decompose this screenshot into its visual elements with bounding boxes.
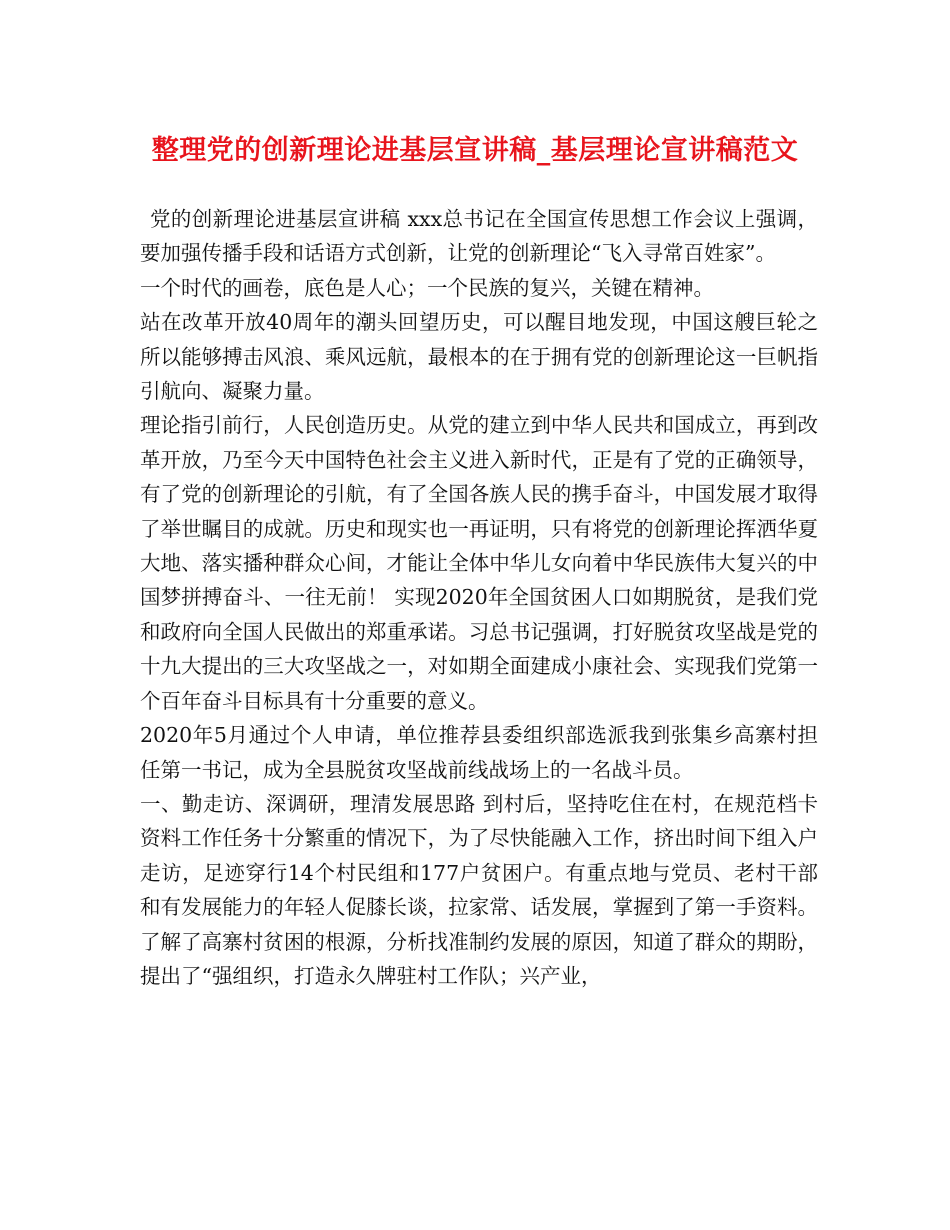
paragraph-3: 站在改革开放40周年的潮头回望历史，可以醒目地发现，中国这艘巨轮之所以能够搏击风浪、乘风远航，最根本的在于拥有党的创新理论这一巨帆指引航向、凝聚力量。: [140, 310, 818, 404]
paragraph-2: 一个时代的画卷，底色是人心；一个民族的复兴，关键在精神。: [140, 275, 714, 300]
paragraph-4: 理论指引前行，人民创造历史。从党的建立到中华人民共和国成立，再到改革开放，乃至今天中国特色社会主义进入新时代，正是有了党的正确领导，有了党的创新理论的引航，有了全国各族人民的携手奋斗，中国发展才取得了举世瞩目的成就。历史和现实也一再证明，只有将党的创新理论挥洒华夏大地、落实播种群众心间，才能让全体中华儿女向着中华民族伟大复兴的中国梦拼搏奋斗、一往无前！ 实现2020年全国贫困人口如期脱贫，是我们党和政府向全国人民做出的郑重承诺。习总书记强调，打好脱贫攻坚战是党的十九大提出的三大攻坚战之一，对如期全面建成小康社会、实现我们党第一个百年奋斗目标具有十分重要的意义。: [140, 413, 818, 713]
paragraph-1: 党的创新理论进基层宣讲稿 xxx总书记在全国宣传思想工作会议上强调，要加强传播手段和话语方式创新，让党的创新理论“飞入寻常百姓家”。: [140, 207, 818, 266]
document-title: 整理党的创新理论进基层宣讲稿_基层理论宣讲稿范文: [151, 135, 799, 166]
document-body: [140, 202, 818, 993]
paragraph-5: 2020年5月通过个人申请，单位推荐县委组织部选派我到张集乡高寨村担任第一书记，成为全县脱贫攻坚战前线战场上的一名战斗员。: [140, 723, 818, 782]
paragraph-6: 一、勤走访、深调研，理清发展思路 到村后，坚持吃住在村，在规范档卡资料工作任务十分繁重的情况下，为了尽快能融入工作，挤出时间下组入户走访，足迹穿行14个村民组和177户贫困户。有重点地与党员、老村干部和有发展能力的年轻人促膝长谈，拉家常、话发展，掌握到了第一手资料。了解了高寨村贫困的根源，分析找准制约发展的原因，知道了群众的期盼，提出了“强组织，打造永久牌驻村工作队；兴产业，: [140, 791, 818, 988]
